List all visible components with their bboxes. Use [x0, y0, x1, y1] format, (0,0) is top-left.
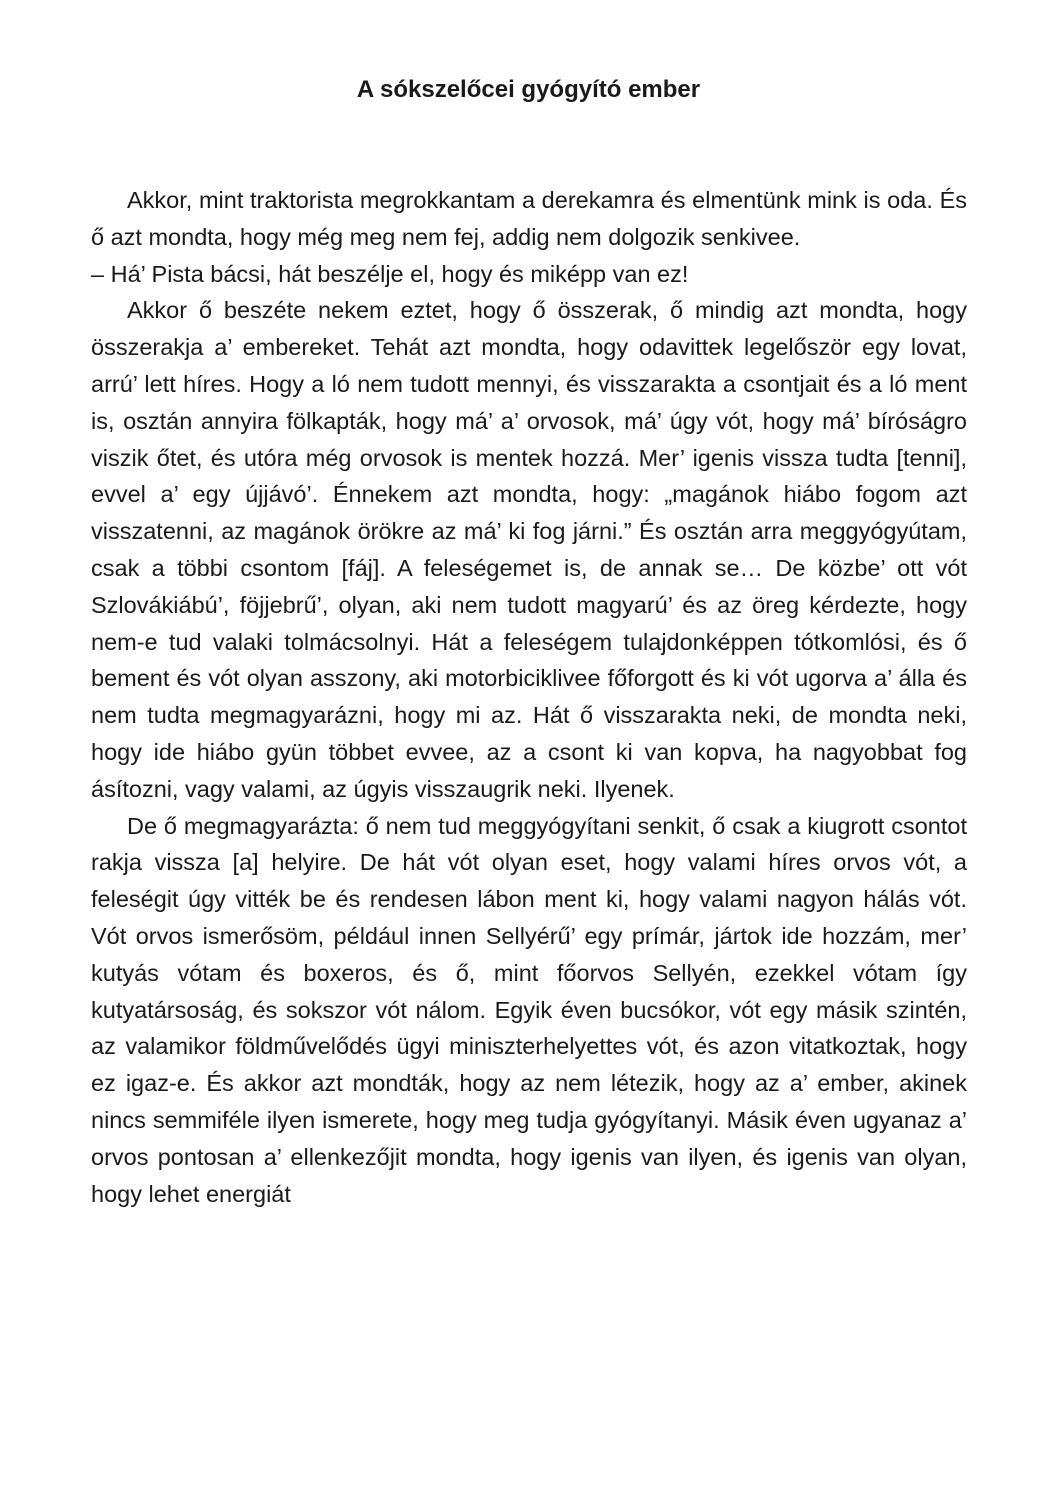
- page-title: A sókszelőcei gyógyító ember: [356, 76, 701, 103]
- body-text: [91, 182, 967, 1212]
- paragraph-3: Akkor ő beszéte nekem eztet, hogy ő összerak, ő mindig azt mondta, hogy összerakja a’ embereket. Tehát azt mondta, hogy odavittek legelőször egy lovat, arrú’ lett híres. Hogy a ló nem tudott mennyi, és visszarakta a csontjait és a ló ment is, osztán annyira fölkapták, hogy má’ a’ orvosok, má’ úgy vót, hogy má’ bíróságro viszik őtet, és utóra még orvosok is mentek hozzá. Mer’ igenis vissza tudta [tenni], evvel a’ egy újjávó’. Énnekem azt mondta, hogy: „magánok hiábo fogom azt visszatenni, az magánok örökre az má’ ki fog járni.” És osztán arra meggyógyútam, csak a többi csontom [fáj]. A feleségemet is, de annak se… De közbe’ ott vót Szlovákiábú’, föjjebrű’, olyan, aki nem tudott magyarú’ és az öreg kérdezte, hogy nem-e tud valaki tolmácsolnyi. Hát a feleségem tulajdonképpen tótkomlósi, és ő bement és vót olyan asszony, aki motorbiciklivee főforgott és ki vót ugorva a’ álla és nem tudta megmagyarázni, hogy mi az. Hát ő visszarakta neki, de mondta neki, hogy ide hiábo gyün többet evvee, az a csont ki van kopva, ha nagyobbat fog ásítozni, vagy valami, az úgyis visszaugrik neki. Ilyenek.: [91, 297, 967, 802]
- paragraph-2-dialogue: – Há’ Pista bácsi, hát beszélje el, hogy és miképp van ez!: [91, 260, 689, 287]
- paragraph-4: De ő megmagyarázta: ő nem tud meggyógyítani senkit, ő csak a kiugrott csontot rakja vissza [a] helyire. De hát vót olyan eset, hogy valami híres orvos vót, a feleségit úgy vitték be és rendesen lábon ment ki, hogy valami nagyon hálás vót. Vót orvos ismerősöm, például innen Sellyérű’ egy prímár, jártok ide hozzám, mer’ kutyás vótam és boxeros, és ő, mint főorvos Sellyén, ezekkel vótam így kutyatársoság, és sokszor vót nálom. Egyik éven bucsókor, vót egy másik szintén, az valamikor földművelődés ügyi miniszterhelyettes vót, és azon vitatkoztak, hogy ez igaz-e. És akkor azt mondták, hogy az nem létezik, hogy az a’ ember, akinek nincs semmiféle ilyen ismerete, hogy meg tudja gyógyítanyi. Másik éven ugyanaz a’ orvos pontosan a’ ellenkezőjit mondta, hogy igenis van ilyen, és igenis van olyan, hogy lehet energiát: [91, 812, 967, 1207]
- paragraph-1: Akkor, mint traktorista megrokkantam a derekamra és elmentünk mink is oda. És ő azt mondta, hogy még meg nem fej, addig nem dolgozik senkivee.: [91, 187, 967, 250]
